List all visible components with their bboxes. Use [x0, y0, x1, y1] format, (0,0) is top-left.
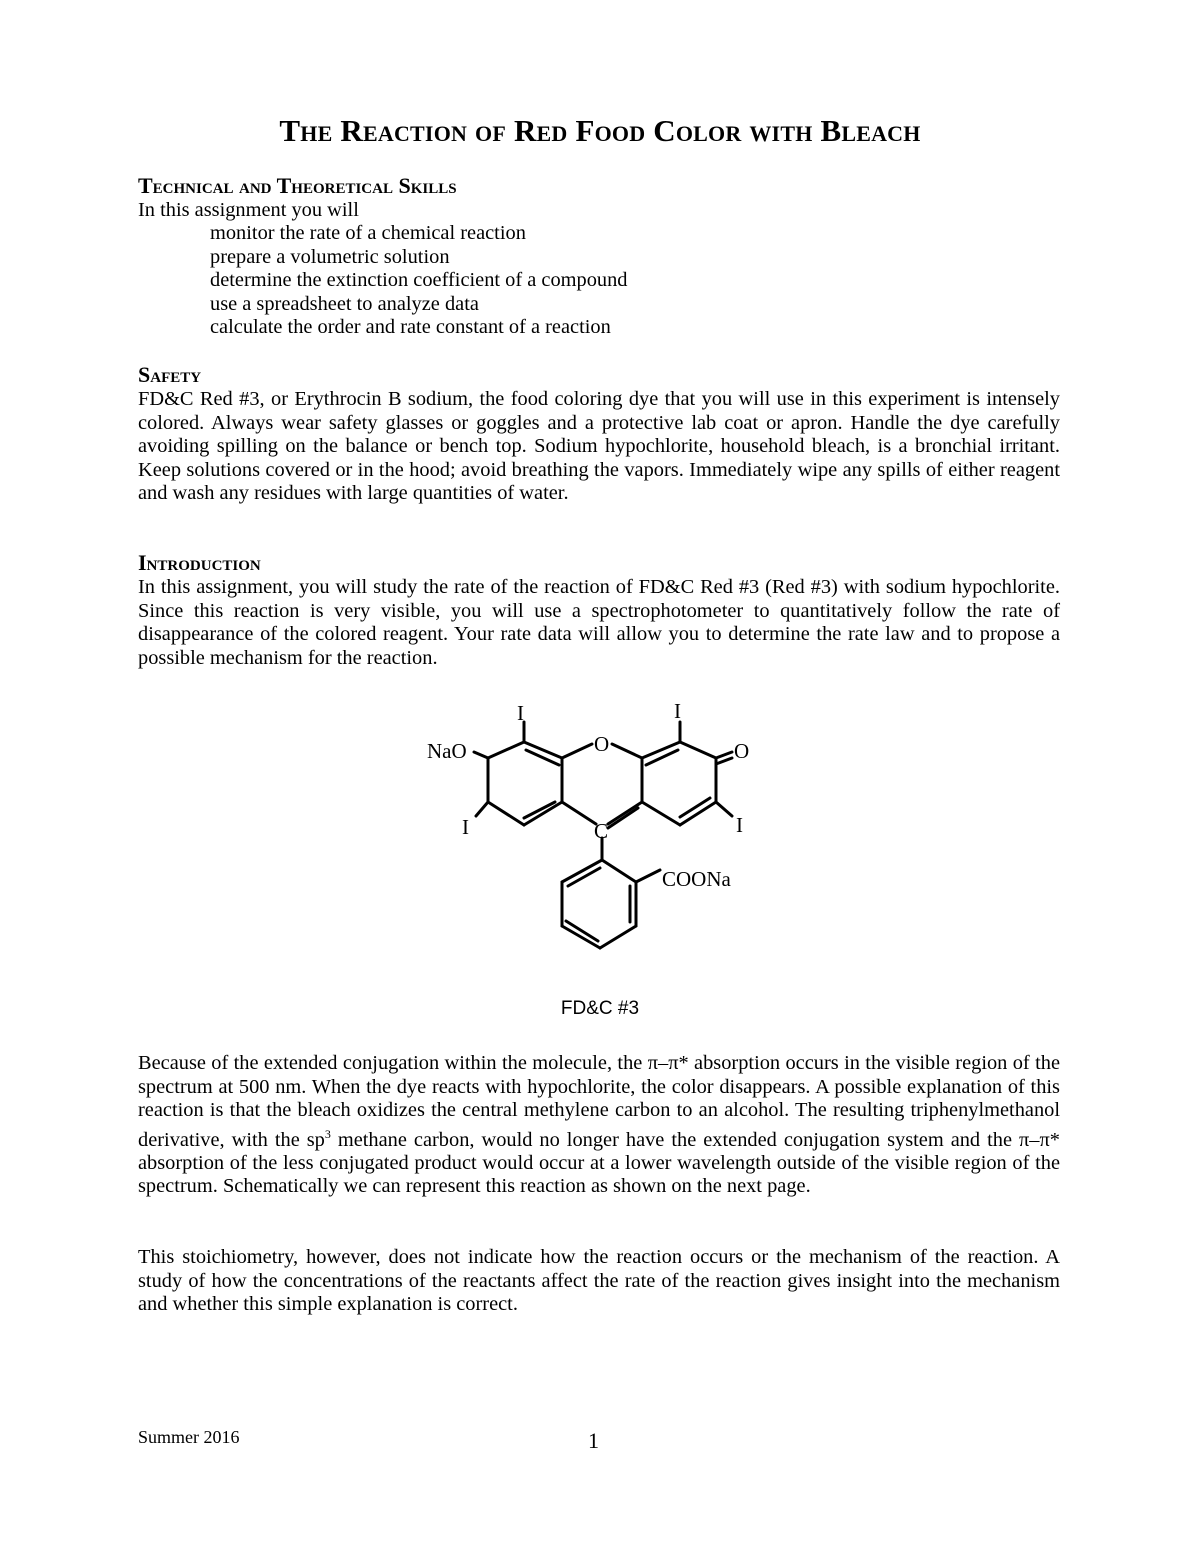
- carboxylate-label: COONa: [662, 867, 731, 891]
- conjugation-text-part2: methane carbon, would no longer have the extended conjugation system and the π–π* absorption of the less conjugated product would occur at a lower wavelength outside of the visible region of the spectrum. Schematically we can represent this reaction as shown on the next page.: [138, 1128, 1060, 1198]
- skills-list: [210, 222, 627, 340]
- safety-paragraph: FD&C Red #3, or Erythrocin B sodium, the food coloring dye that you will use in this experiment is intensely colored. Always wear safety glasses or goggles and a protective lab coat or apron. Handle the dye carefully avoiding spilling on the balance or bench top. Sodium hypochlorite, household bleach, is a bronchial irritant. Keep solutions covered or in the hood; avoid breathing the vapors. Immediately wipe any spills of either reagent and wash any residues with large quantities of water.: [138, 388, 1060, 504]
- skills-heading: Technical and Theoretical Skills: [138, 173, 457, 198]
- ring-oxygen-label: O: [594, 732, 610, 756]
- carbonyl-oxygen-label: O: [734, 739, 750, 763]
- list-item: use a spreadsheet to analyze data: [210, 292, 479, 315]
- stoichiometry-paragraph: This stoichiometry, however, does not indicate how the reaction occurs or the mechanism of the reaction. A study of how the concentrations of the reactants affect the rate of the reaction gives insight into the mechanism and whether this simple explanation is correct.: [138, 1246, 1060, 1315]
- page-title: The Reaction of Red Food Color with Bleach: [279, 113, 921, 148]
- iodine-label: I: [736, 813, 743, 837]
- skills-intro: In this assignment you will: [138, 199, 359, 221]
- introduction-heading: Introduction: [138, 550, 261, 575]
- iodine-label: I: [674, 699, 681, 723]
- safety-heading: Safety: [138, 362, 202, 387]
- figure-caption: FD&C #3: [560, 998, 640, 1019]
- page-number: 1: [588, 1428, 599, 1453]
- iodine-label: I: [517, 701, 524, 725]
- fdc-red3-structure: [410, 690, 790, 990]
- list-item: calculate the order and rate constant of a reaction: [210, 316, 611, 338]
- sodium-oxide-label: NaO: [427, 739, 467, 763]
- conjugation-paragraph: [138, 1052, 1060, 1199]
- central-carbon-label: C: [594, 819, 609, 843]
- superscript: 3: [324, 1126, 331, 1141]
- introduction-paragraph: In this assignment, you will study the rate of the reaction of FD&C Red #3 (Red #3) with sodium hypochlorite. Since this reaction is very visible, you will use a spectrophotometer to quantitatively follow the rate of disappearance of the colored reagent. Your rate data will allow you to determine the rate law and to propose a possible mechanism for the reaction.: [138, 576, 1060, 669]
- list-item: prepare a volumetric solution: [210, 245, 450, 268]
- list-item: monitor the rate of a chemical reaction: [210, 222, 526, 244]
- iodine-label: I: [462, 815, 469, 839]
- list-item: determine the extinction coefficient of a compound: [210, 269, 628, 291]
- conjugation-text-part1: Because of the extended conjugation within the molecule, the π–π* absorption occurs in the visible region of the spectrum at 500 nm. When the dye reacts with hypochlorite, the color disappears. A possible explanation of this reaction is that the bleach oxidizes the central methylene carbon to an alcohol. The resulting triphenylmethanol derivative, with the sp: [138, 1052, 1060, 1151]
- footer-date: Summer 2016: [138, 1427, 240, 1447]
